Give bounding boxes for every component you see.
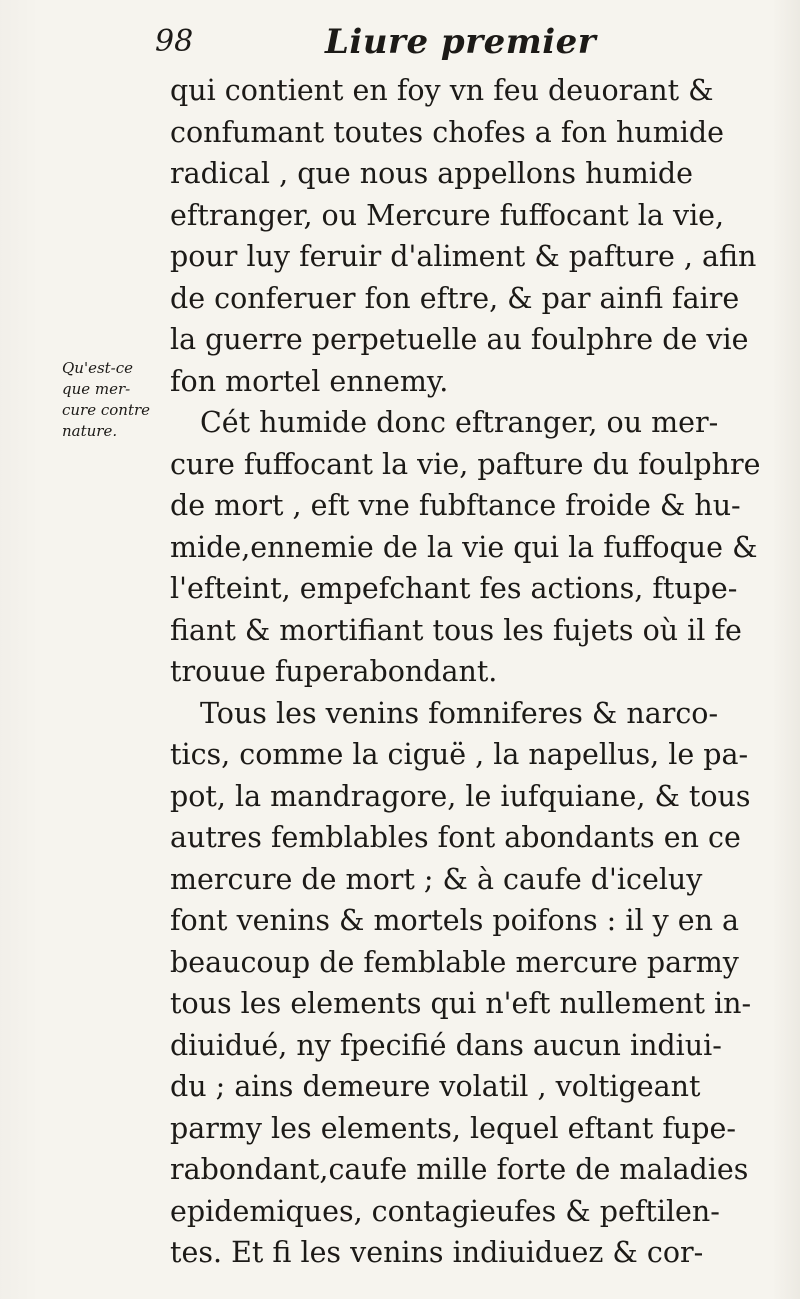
text-line: Cét humide donc eftranger, ou mer- [200,406,719,439]
text-line: tics, comme la ciguë , la napellus, le pa- [170,738,749,771]
text-line: trouue fuperabondant. [170,655,498,688]
running-title: Liure premier [325,22,597,62]
text-line: fiant & mortifiant tous les fujets où il fe [170,613,742,647]
page-number: 98 [155,24,194,59]
text-line: tes. Et fi les venins indiuiduez & cor- [170,1236,704,1269]
text-line: pour luy feruir d'aliment & pafture , afin [170,240,757,273]
margin-note-line: que mer- [62,380,131,398]
text-line: mercure de mort ; & à caufe d'iceluy [170,862,703,896]
text-line: font venins & mortels poifons : il y en a [170,904,740,937]
text-line: Tous les venins fomniferes & narco- [200,696,719,730]
text-line: fon mortel ennemy. [170,364,449,398]
text-line: de mort , eft vne fubftance froide & hu- [170,489,741,522]
text-line: cure fuffocant la vie, pafture du foulphre [170,447,761,481]
text-line: la guerre perpetuelle au foulphre de vie [170,323,749,356]
margin-note [62,358,172,442]
text-line: beaucoup de femblable mercure parmy [170,945,739,979]
margin-note-line: Qu'est-ce [62,359,134,377]
text-line: du ; ains demeure volatil , voltigeant [170,1070,701,1103]
text-line: qui contient en foy vn feu deuorant & [170,74,714,107]
text-line: tous les elements qui n'eft nullement in- [170,987,752,1020]
text-line: epidemiques, contagieufes & peftilen- [170,1194,720,1228]
page-header [155,22,755,66]
text-line: pot, la mandragore, le iufquiane, & tous [170,779,751,813]
text-line: l'efteint, empefchant fes actions, ftupe- [170,572,738,605]
text-line: diuidué, ny fpecifié dans aucun indiui- [170,1028,722,1062]
text-line: rabondant,caufe mille forte de maladies [170,1153,749,1186]
text-line: parmy les elements, lequel eftant fupe- [170,1111,736,1145]
margin-note-line: cure contre [62,401,151,419]
text-line: de conferuer fon eftre, & par ainfi faire [170,281,740,315]
text-line: mide,ennemie de la vie qui la fuffoque & [170,530,758,564]
text-line: autres femblables font abondants en ce [170,821,741,854]
text-line: radical , que nous appellons humide [170,157,694,190]
margin-note-line: nature. [62,422,118,440]
text-line: confumant toutes chofes a fon humide [170,115,724,149]
text-line: eftranger, ou Mercure fuffocant la vie, [170,198,725,232]
body-text [170,70,780,1274]
